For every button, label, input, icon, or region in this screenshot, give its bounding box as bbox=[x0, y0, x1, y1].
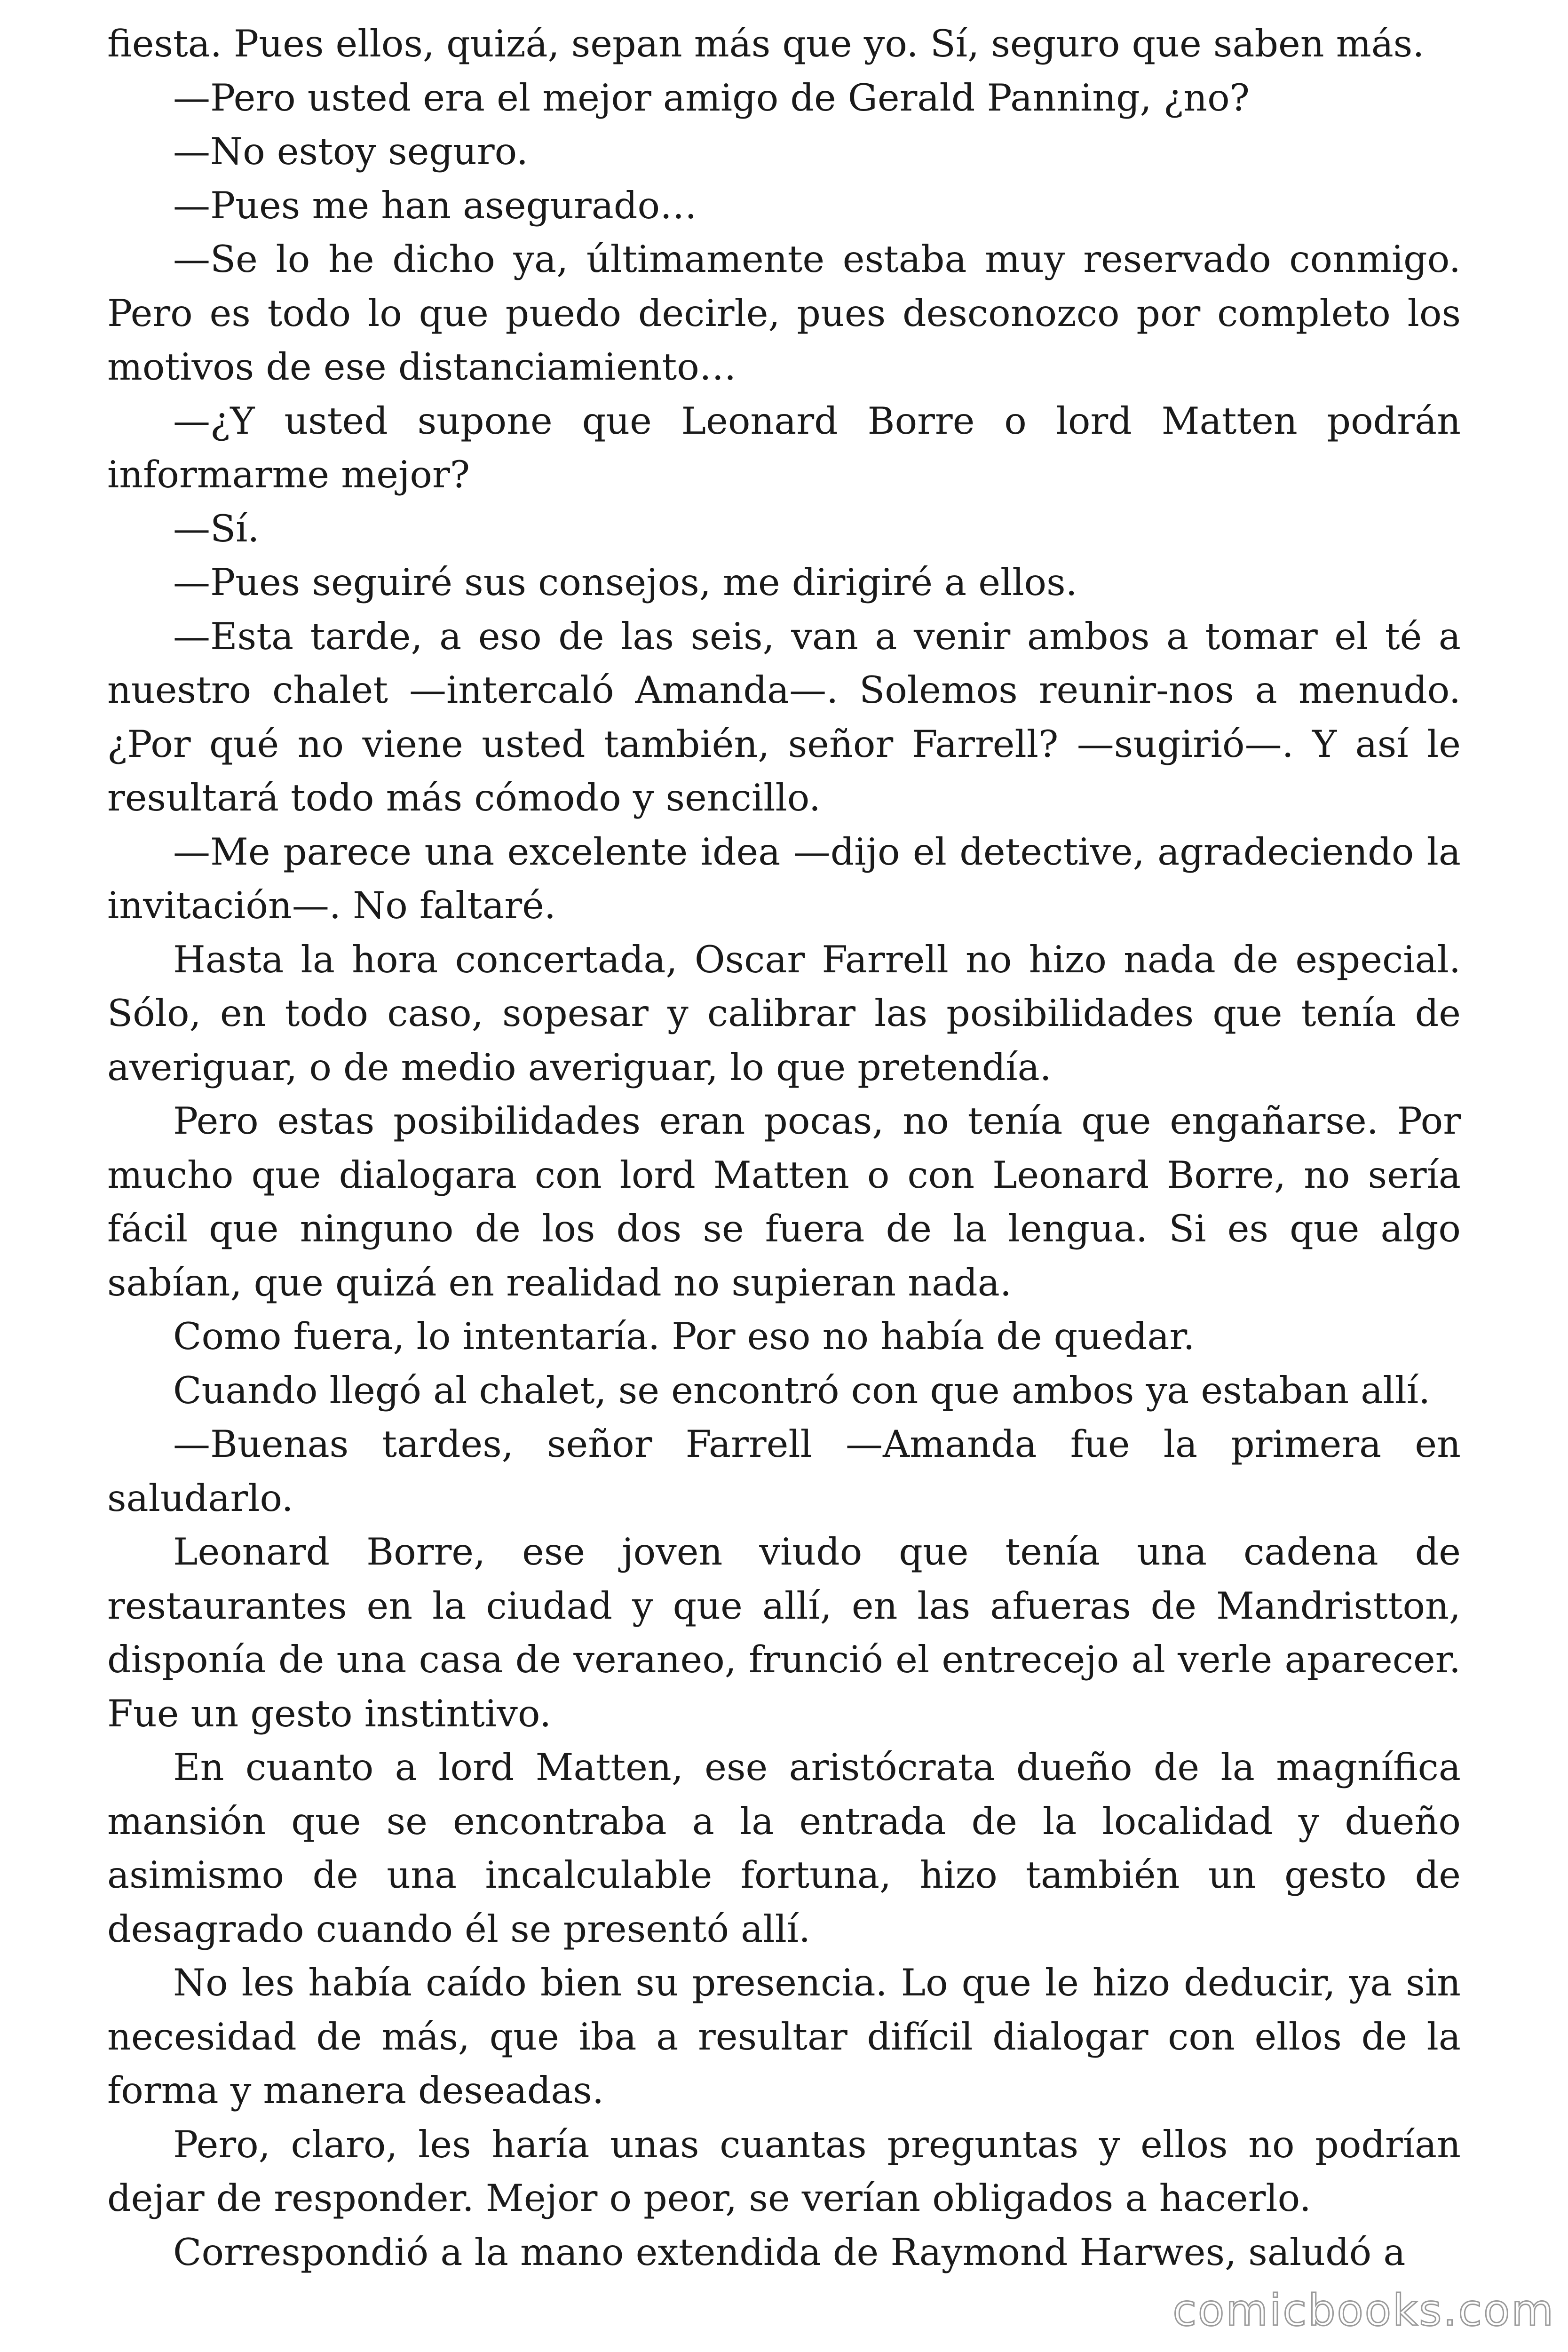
paragraph: —Esta tarde, a eso de las seis, van a venir ambos a tomar el té a nuestro chalet —intercaló Amanda—. Solemos reunir-nos a menudo. ¿Por qué no viene usted también, señor Farrell? —sugirió—. Y así le resultará todo más cómodo y sencillo. bbox=[107, 614, 1461, 819]
paragraph: fiesta. Pues ellos, quizá, sepan más que yo. Sí, seguro que saben más. bbox=[107, 22, 1425, 65]
paragraph: Pero, claro, les haría unas cuantas preguntas y ellos no podrían dejar de responder. Mejor o peor, se verían obligados a hacerlo. bbox=[107, 2122, 1461, 2220]
paragraph: —Sí. bbox=[173, 507, 260, 550]
paragraph: Correspondió a la mano extendida de Raymond Harwes, saludó a bbox=[173, 2230, 1406, 2274]
paragraph: Hasta la hora concertada, Oscar Farrell no hizo nada de especial. Sólo, en todo caso, sopesar y calibrar las posibilidades que tenía de averiguar, o de medio averiguar, lo que pretendía. bbox=[107, 938, 1461, 1089]
paragraph: Leonard Borre, ese joven viudo que tenía una cadena de restaurantes en la ciudad y que allí, en las afueras de Mandristton, disponía de una casa de veraneo, frunció el entrecejo al verle aparecer. Fue un gesto instintivo. bbox=[107, 1530, 1461, 1735]
paragraph: En cuanto a lord Matten, ese aristócrata dueño de la magnífica mansión que se encontraba a la entrada de la localidad y dueño asimismo de una incalculable fortuna, hizo también un gesto de desagrado cuando él se presentó allí. bbox=[107, 1746, 1461, 1951]
paragraph: Como fuera, lo intentaría. Por eso no había de quedar. bbox=[173, 1315, 1195, 1358]
paragraph: —Pero usted era el mejor amigo de Gerald Panning, ¿no? bbox=[173, 76, 1250, 119]
paragraph: —Buenas tardes, señor Farrell —Amanda fue la primera en saludarlo. bbox=[107, 1422, 1461, 1520]
paragraph: —Pues seguiré sus consejos, me dirigiré a ellos. bbox=[173, 561, 1077, 604]
paragraph: Pero estas posibilidades eran pocas, no tenía que engañarse. Por mucho que dialogara con lord Matten o con Leonard Borre, no sería fácil que ninguno de los dos se fuera de la lengua. Si es que algo sabían, que quizá en realidad no supieran nada. bbox=[107, 1099, 1461, 1304]
watermark: comicbooks.com bbox=[1172, 2285, 1555, 2336]
paragraph: —¿Y usted supone que Leonard Borre o lord Matten podrán informarme mejor? bbox=[107, 399, 1461, 496]
paragraph: —Me parece una excelente idea —dijo el detective, agradeciendo la invitación—. No faltaré. bbox=[107, 830, 1461, 927]
paragraph: —Pues me han asegurado… bbox=[173, 183, 697, 227]
paragraph: Cuando llegó al chalet, se encontró con que ambos ya estaban allí. bbox=[173, 1368, 1431, 1412]
paragraph: —Se lo he dicho ya, últimamente estaba muy reservado conmigo. Pero es todo lo que puedo decirle, pues desconozco por completo los motivos de ese distanciamiento… bbox=[107, 238, 1461, 389]
page-text bbox=[107, 17, 1461, 2279]
paragraph: No les había caído bien su presencia. Lo que le hizo deducir, ya sin necesidad de más, que iba a resultar difícil dialogar con ellos de la forma y manera deseadas. bbox=[107, 1961, 1461, 2112]
paragraph: —No estoy seguro. bbox=[173, 130, 528, 173]
